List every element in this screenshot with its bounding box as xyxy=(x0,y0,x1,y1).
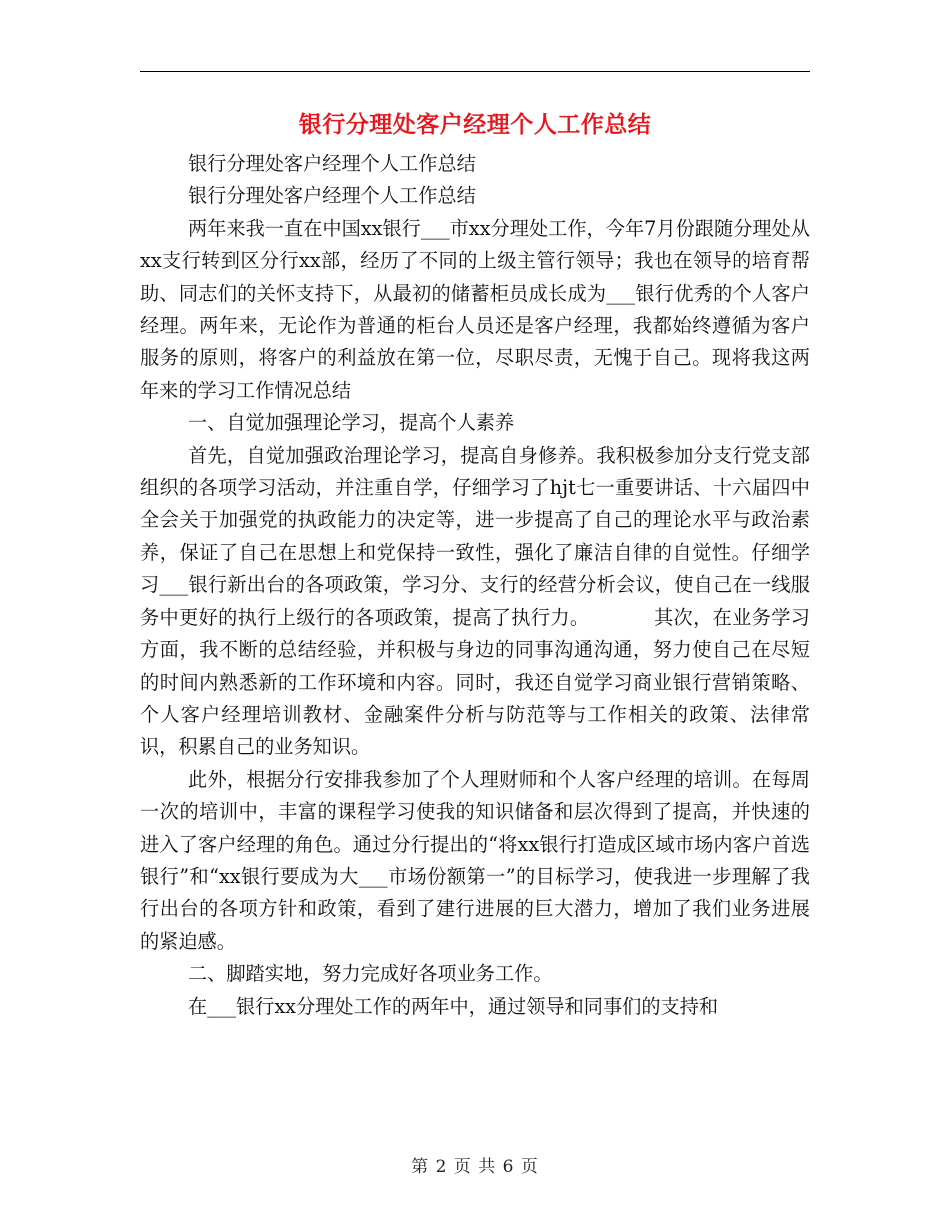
paragraph-subtitle: 银行分理处客户经理个人工作总结 xyxy=(188,152,476,175)
paragraph-training: 此外，根据分行安排我参加了个人理财师和个人客户经理的培训。在每周一次的培训中，丰富的课程学习使我的知识储备和层次得到了提高，并快速的进入了客户经理的角色。通过分行提出的“将xx银行打造成区域市场内客户首选银行”和“xx银行要成为大___市场份额第一”的目标学习，使我进一步理解了我行出台的各项方针和政策，看到了建行进展的巨大潜力，增加了我们业务进展的紧迫感。 xyxy=(140,767,810,953)
document-title: 银行分理处客户经理个人工作总结 xyxy=(298,112,652,138)
document-body xyxy=(140,148,810,1023)
section-heading-1: 一、自觉加强理论学习，提高个人素养 xyxy=(188,411,515,435)
header-rule xyxy=(140,71,810,72)
paragraph-work: 在___银行xx分理处工作的两年中，通过领导和同事们的支持和 xyxy=(188,994,719,1018)
paragraph-study: 首先，自觉加强政治理论学习，提高自身修养。我积极参加分支行党支部组织的各项学习活动，并注重自学，仔细学习了hjt七一重要讲话、十六届四中全会关于加强党的执政能力的决定等，进一步提高了自己的理论水平与政治素养，保证了自己在思想上和党保持一致性，强化了廉洁自律的自觉性。仔细学习___银行新出台的各项政策，学习分、支行的经营分析会议，使自己在一线服务中更好的执行上级行的各项政策，提高了执行力。 其次，在业务学习方面，我不断的总结经验，并积极与身边的同事沟通沟通，努力使自己在尽短的时间内熟悉新的工作环境和内容。同时，我还自觉学习商业银行营销策略、个人客户经理培训教材、金融案件分析与防范等与工作相关的政策、法律常识，积累自己的业务知识。 xyxy=(140,443,810,759)
paragraph-subtitle-repeat: 银行分理处客户经理个人工作总结 xyxy=(188,184,476,208)
section-heading-2: 二、脚踏实地，努力完成好各项业务工作。 xyxy=(188,962,553,986)
paragraph-intro: 两年来我一直在中国xx银行___市xx分理处工作，今年7月份跟随分理处从xx支行转到区分行xx部，经历了不同的上级主管行领导；我也在领导的培育帮助、同志们的关怀支持下，从最初的储蓄柜员成长成为___银行优秀的个人客户经理。两年来，无论作为普通的柜台人员还是客户经理，我都始终遵循为客户服务的原则，将客户的利益放在第一位，尽职尽责，无愧于自己。现将我这两年来的学习工作情况总结 xyxy=(140,216,810,402)
page-number-footer: 第 2 页 共 6 页 xyxy=(411,1157,539,1177)
